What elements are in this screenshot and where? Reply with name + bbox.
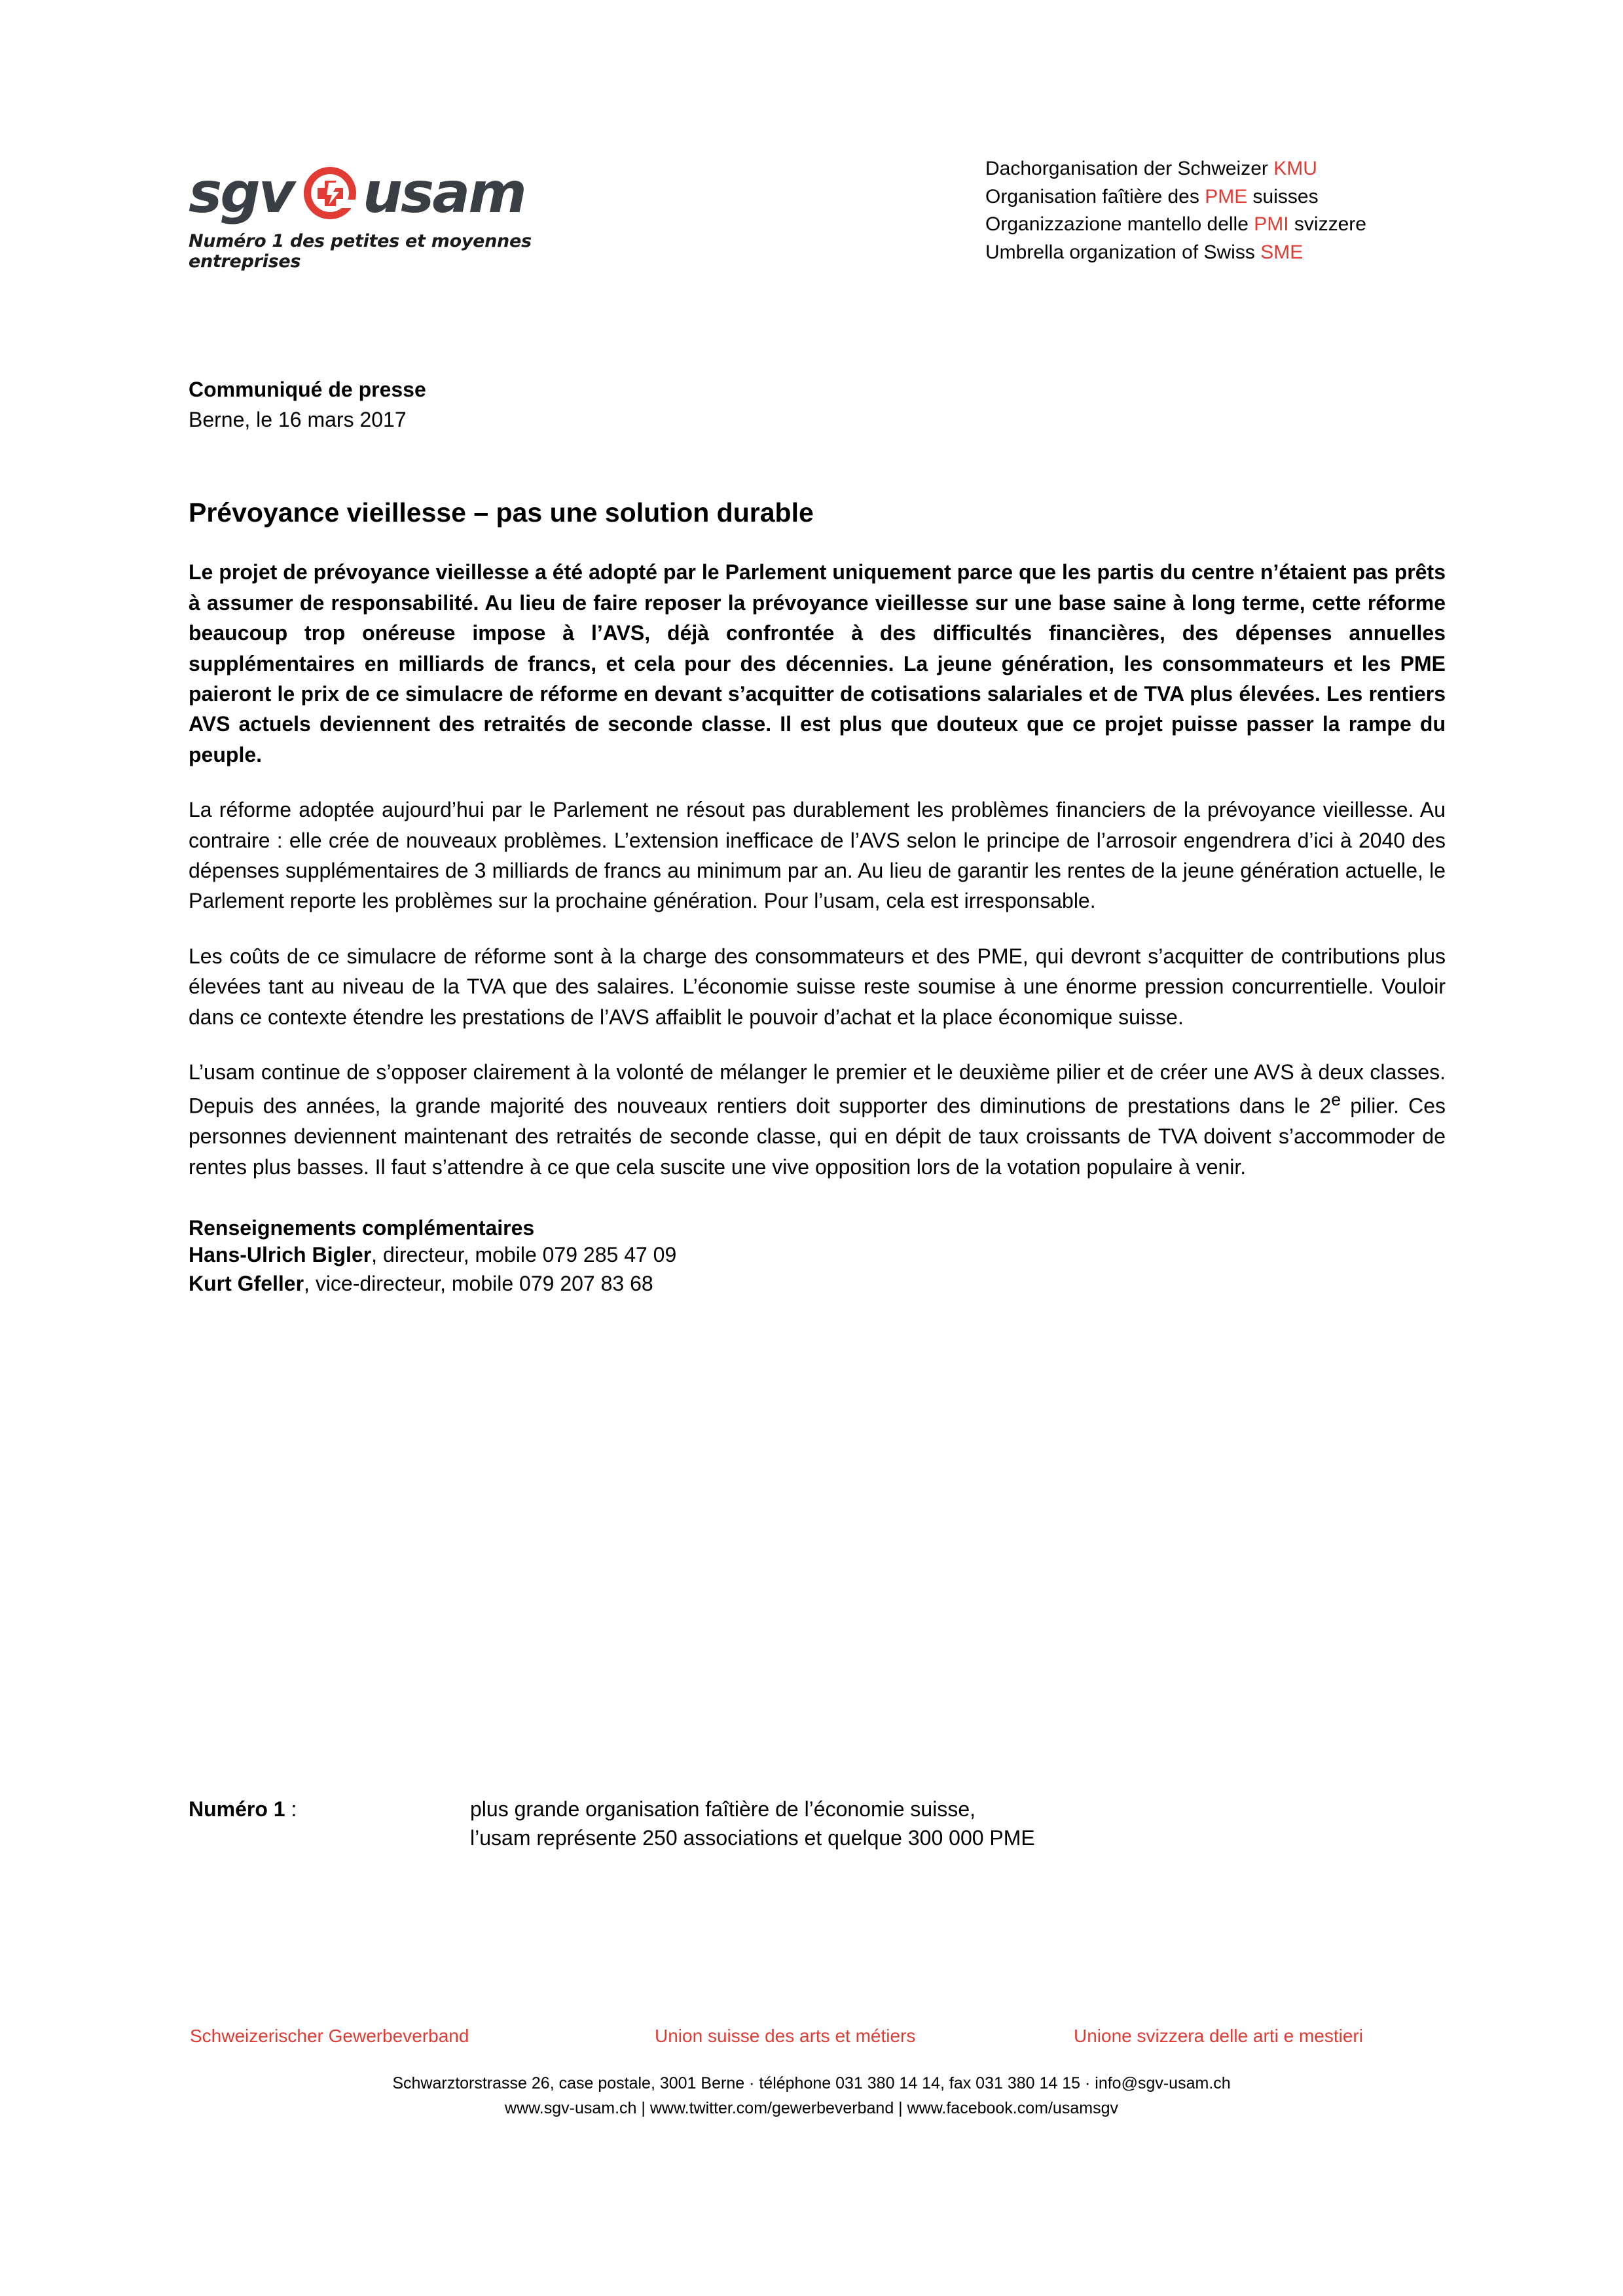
contact-person-1-details: , directeur, mobile 079 285 47 09	[371, 1243, 677, 1267]
header-lang-it-accent: PMI	[1254, 213, 1289, 236]
lead-paragraph: Le projet de prévoyance vieillesse a été adopté par le Parlement uniquement parce que les partis du centre n’étaient pas prêts à assumer de responsabilité. Au lieu de faire reposer la prévoyance vieillesse sur une base saine à long terme, cette réforme beaucoup trop onéreuse impose à l’AVS, déjà confrontée à des difficultés financières, des dépenses annuelles supplémentaires en milliards de francs, et cela pour des décennies. La jeune génération, les consommateurs et les PME paieront le prix de ce simulacre de réforme en devant s’acquitter de cotisations salariales et de TVA plus élevées. Les rentiers AVS actuels deviennent des retraités de seconde classe. Il est plus que douteux que ce projet puisse passer la rampe du peuple.	[189, 560, 1446, 766]
contact-person-1-name: Hans-Ulrich Bigler	[189, 1243, 372, 1267]
header-lang-fr-after: suisses	[1247, 185, 1319, 207]
sgv-usam-logo	[189, 160, 594, 272]
body-paragraph-3	[189, 1057, 1446, 1182]
body-paragraph-3-part2: pilier. Ces personnes deviennent maintenant des retraités de seconde classe, qui en dépit de taux croissants de TVA doivent s’accommoder de rentes plus basses. Il faut s’attendre à ce que cela suscite une vive opposition lors de la votation populaire à venir.	[189, 1094, 1446, 1179]
numero-label	[189, 1795, 470, 1823]
sgv-usam-circle-cross-logo-icon	[300, 163, 360, 223]
numero-row-1	[189, 1795, 1446, 1823]
logo-wordmark	[189, 160, 594, 226]
numero-row-2	[189, 1823, 1446, 1852]
header-lang-it-after: svizzere	[1288, 213, 1366, 236]
header-lang-de-before: Dachorganisation der Schweizer	[985, 158, 1274, 179]
page-header	[0, 147, 1623, 278]
contact-person-2-name: Kurt Gfeller	[189, 1272, 304, 1296]
numero-label-bold: Numéro 1	[189, 1797, 285, 1821]
contacts-heading: Renseignements complémentaires	[189, 1216, 535, 1240]
footer-organization-names	[0, 2026, 1623, 2057]
footer-org-fr: Union suisse des arts et métiers	[655, 2026, 916, 2046]
header-lang-en-accent: SME	[1260, 241, 1304, 263]
header-lang-it-before: Organizzazione mantello delle	[985, 213, 1254, 236]
header-lang-fr-accent: PME	[1205, 185, 1248, 207]
body-paragraph-2: Les coûts de ce simulacre de réforme sont à la charge des consommateurs et des PME, qui devront s’acquitter de contributions plus élevées tant au niveau de la TVA que des salaires. L’économie suisse reste soumise à une énorme pression concurrentielle. Vouloir dans ce contexte étendre les prestations de l’AVS affaiblit le pouvoir d’achat et la place économique suisse.	[189, 944, 1446, 1029]
ordinal-superscript: e	[1331, 1090, 1341, 1110]
numero-label-spacer	[189, 1823, 470, 1852]
logo-text-sgv: sgv	[189, 160, 293, 226]
header-lang-en	[985, 239, 1366, 267]
logo-tagline: Numéro 1 des petites et moyennes entreprises	[189, 231, 532, 272]
numero-text-line-1: plus grande organisation faîtière de l’économie suisse,	[470, 1797, 976, 1821]
header-lang-en-before: Umbrella organization of Swiss	[985, 241, 1261, 263]
contact-person-2	[189, 1269, 1446, 1298]
document-body	[189, 376, 1446, 1298]
header-lang-de	[985, 155, 1366, 183]
logo-text-usam: usam	[362, 160, 525, 226]
contact-person-2-details: , vice-directeur, mobile 079 207 83 68	[304, 1272, 653, 1296]
document-type-label: Communiqué de presse	[189, 378, 426, 401]
header-lang-de-accent: KMU	[1273, 158, 1317, 179]
header-lang-it	[985, 211, 1366, 239]
header-lang-fr	[985, 183, 1366, 211]
numero-label-colon: :	[285, 1797, 297, 1821]
place-and-date: Berne, le 16 mars 2017	[189, 407, 407, 431]
footer-address: Schwarztorstrasse 26, case postale, 3001 Berne · téléphone 031 380 14 14, fax 031 380 14 15 · info@sgv-usam.ch	[392, 2074, 1231, 2092]
footer-org-it: Unione svizzera delle arti e mestieri	[1074, 2026, 1363, 2046]
body-paragraph-1: La réforme adoptée aujourd’hui par le Parlement ne résout pas durablement les problèmes financiers de la prévoyance vieillesse. Au contraire : elle crée de nouveaux problèmes. L’extension inefficace de l’AVS selon le principe de l’arrosoir engendrera d’ici à 2040 des dépenses supplémentaires de 3 milliards de francs au minimum par an. Au lieu de garantir les rentes de la jeune génération actuelle, le Parlement reporte les problèmes sur la prochaine génération. Pour l’usam, cela est irresponsable.	[189, 798, 1446, 913]
footer-links[interactable]: www.sgv-usam.ch | www.twitter.com/gewerbeverband | www.facebook.com/usamsgv	[505, 2098, 1118, 2117]
numero-text-line-2: l’usam représente 250 associations et quelque 300 000 PME	[470, 1826, 1035, 1850]
footer-org-de: Schweizerischer Gewerbeverband	[190, 2026, 469, 2046]
body-paragraph-3-part1: L’usam continue de s’opposer clairement à la volonté de mélanger le premier et le deuxième pilier et de créer une AVS à deux classes. Depuis des années, la grande majorité des nouveaux rentiers doit supporter des diminutions de prestations dans le 2	[189, 1060, 1446, 1118]
contact-person-1	[189, 1240, 1446, 1269]
page-footer	[0, 2026, 1623, 2121]
header-language-lines	[985, 155, 1366, 266]
numero-one-block	[189, 1795, 1446, 1852]
header-lang-fr-before: Organisation faîtière des	[985, 185, 1205, 207]
page-title: Prévoyance vieillesse – pas une solution durable	[189, 497, 814, 528]
